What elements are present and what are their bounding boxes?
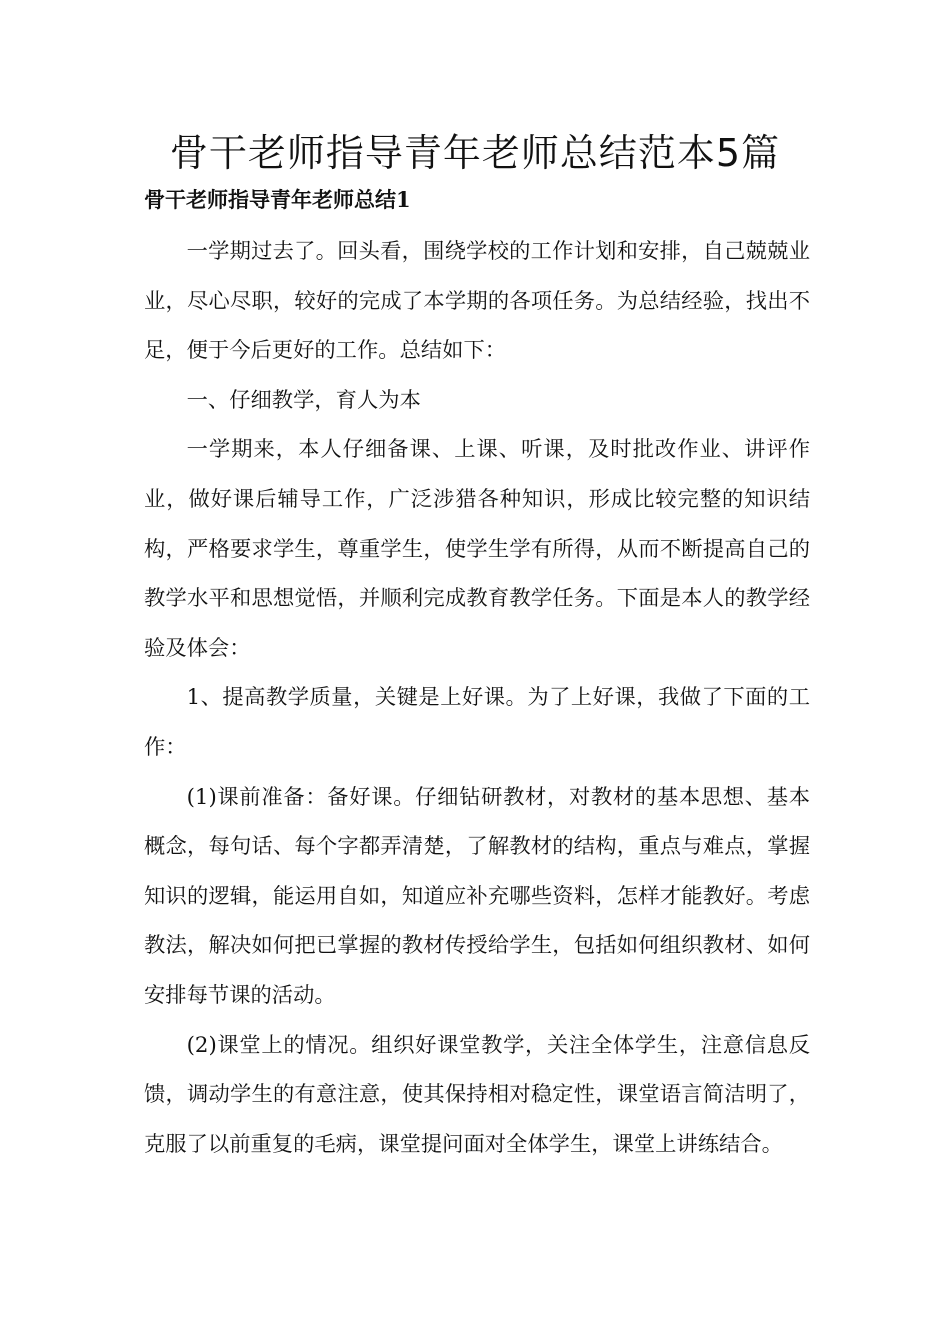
document-body <box>144 227 810 1169</box>
paragraph-classroom: (2)课堂上的情况。组织好课堂教学，关注全体学生，注意信息反馈，调动学生的有意注意，使其保持相对稳定性，课堂语言简洁明了，克服了以前重复的毛病，课堂提问面对全体学生，课堂上讲练结合。 <box>144 1032 810 1157</box>
document-title: 骨干老师指导青年老师总结范本5篇 <box>169 131 781 175</box>
section-heading: 骨干老师指导青年老师总结1 <box>144 187 411 212</box>
subheading-teaching: 一、仔细教学，育人为本 <box>186 387 421 413</box>
paragraph-intro: 一学期过去了。回头看，围绕学校的工作计划和安排，自己兢兢业业，尽心尽职，较好的完成了本学期的各项任务。为总结经验，找出不足，便于今后更好的工作。总结如下： <box>144 239 810 364</box>
paragraph-teaching-overview: 一学期来，本人仔细备课、上课、听课，及时批改作业、讲评作业，做好课后辅导工作，广泛涉猎各种知识，形成比较完整的知识结构，严格要求学生，尊重学生，使学生学有所得，从而不断提高自己的教学水平和思想觉悟，并顺利完成教育教学任务。下面是本人的教学经验及体会： <box>144 437 810 661</box>
paragraph-lesson-prep: (1)课前准备：备好课。仔细钻研教材，对教材的基本思想、基本概念，每句话、每个字都弄清楚，了解教材的结构，重点与难点，掌握知识的逻辑，能运用自如，知道应补充哪些资料，怎样才能教好。考虑教法，解决如何把已掌握的教材传授给学生，包括如何组织教材、如何安排每节课的活动。 <box>144 784 810 1008</box>
paragraph-point-1: 1、提高教学质量，关键是上好课。为了上好课，我做了下面的工作： <box>144 685 810 760</box>
